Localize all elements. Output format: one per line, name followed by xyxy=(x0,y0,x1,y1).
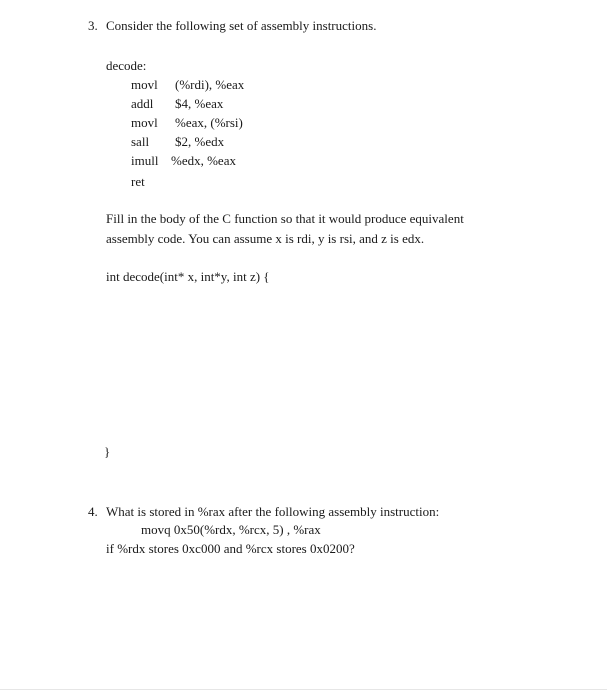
q3-answer-area[interactable] xyxy=(106,290,506,438)
asm-line xyxy=(131,134,224,150)
asm-opcode: sall xyxy=(131,134,150,149)
asm-opcode: movl xyxy=(131,115,158,130)
q3-prompt: Consider the following set of assembly instructions. xyxy=(106,18,377,33)
q3-function-signature: int decode(int* x, int*y, int z) { xyxy=(106,269,270,284)
asm-opcode: imull xyxy=(131,153,159,168)
asm-line xyxy=(131,153,236,169)
q4-prompt: What is stored in %rax after the following assembly instruction: xyxy=(106,504,440,519)
asm-operands: %eax, (%rsi) xyxy=(175,115,243,130)
q3-instructions-line2: assembly code. You can assume x is rdi, y is rsi, and z is edx. xyxy=(106,231,425,246)
q4-instruction: movq 0x50(%rdx, %rcx, 5) , %rax xyxy=(141,522,321,537)
q3-code-label: decode: xyxy=(106,58,147,73)
asm-operands: %edx, %eax xyxy=(171,153,236,168)
q3-instructions-line1: Fill in the body of the C function so that it would produce equivalent xyxy=(106,211,464,226)
page-bottom-edge xyxy=(0,689,607,690)
q3-closing-brace: } xyxy=(104,444,111,459)
asm-line xyxy=(131,174,175,190)
asm-opcode: ret xyxy=(131,174,145,189)
asm-opcode: addl xyxy=(131,96,154,111)
asm-opcode: movl xyxy=(131,77,158,92)
q3-number: 3. xyxy=(88,18,98,33)
asm-operands: $4, %eax xyxy=(175,96,224,111)
q4-condition: if %rdx stores 0xc000 and %rcx stores 0x0200? xyxy=(106,541,355,556)
asm-line xyxy=(131,96,223,112)
asm-line xyxy=(131,77,244,93)
q4-number: 4. xyxy=(88,504,98,519)
asm-line xyxy=(131,115,243,131)
asm-operands: $2, %edx xyxy=(175,134,225,149)
asm-operands: (%rdi), %eax xyxy=(175,77,245,92)
